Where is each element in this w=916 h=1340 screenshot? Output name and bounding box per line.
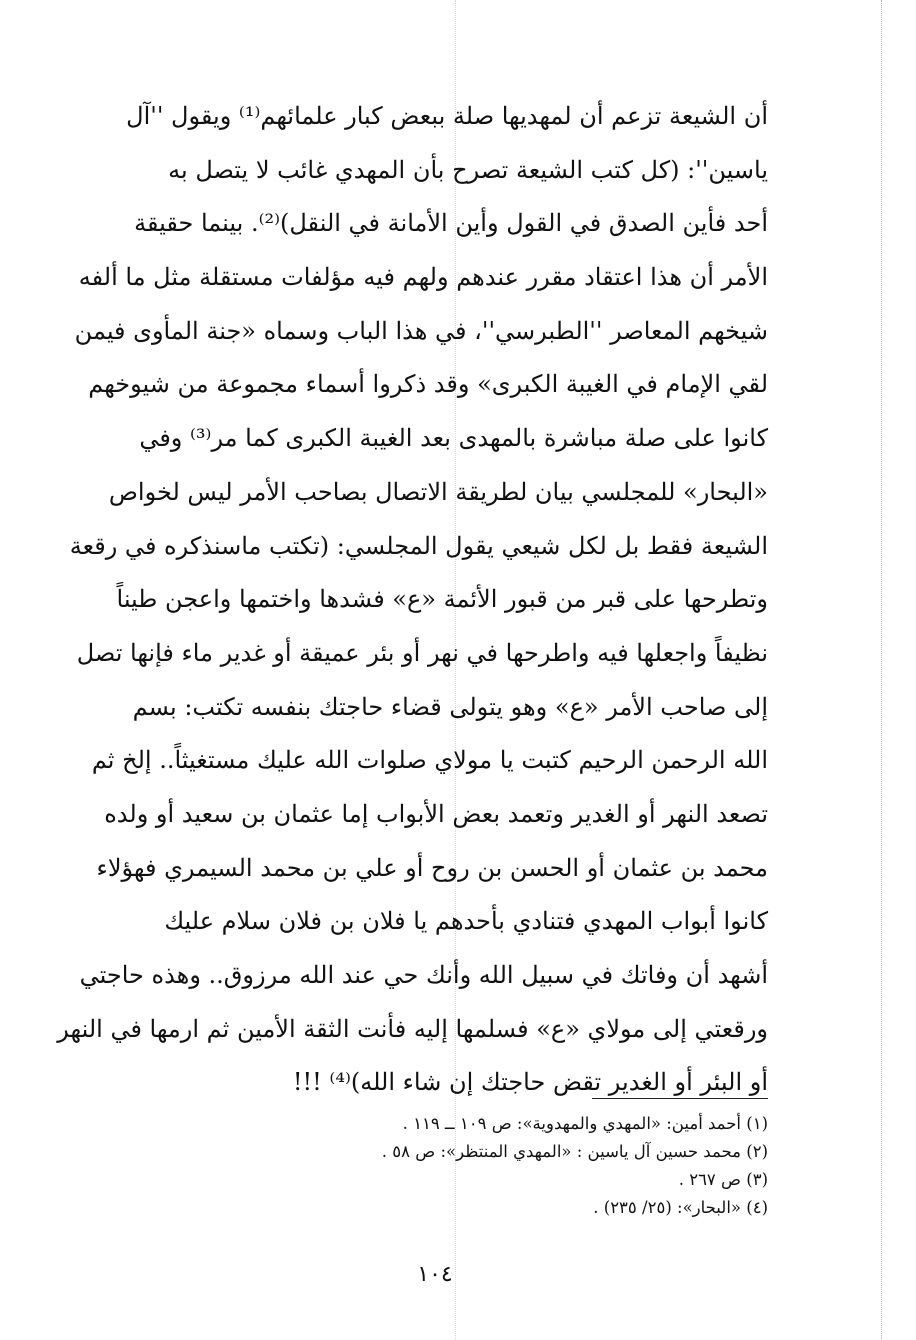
body-line: أحد فأين الصدق في القول وأين الأمانة في النقل)⁽²⁾. بينما حقيقة [134,209,768,238]
body-line: أن الشيعة تزعم أن لمهديها صلة ببعض كبار علمائهم⁽¹⁾ ويقول ''آل [126,102,768,130]
footnotes [90,1110,768,1222]
body-line: نظيفاً واجعلها فيه واطرحها في نهر أو بئر عميقة أو غدير ماء فإنها تصل [76,638,768,667]
footnote-1: (١) أحمد أمين: «المهدي والمهدوية»: ص ١٠٩ ــ ١١٩ . [402,1114,768,1133]
body-line: الله الرحمن الرحيم كتبت يا مولاي صلوات الله عليك مستغيثاً.. إلخ ثم [91,746,768,775]
page-number: ١٠٤ [417,1262,453,1287]
body-text [57,90,768,1110]
body-line: الشيعة فقط بل لكل شيعي يقول المجلسي: (تكتب ماسنذكره في رقعة [69,531,768,560]
footnote-3: (٣) ص ٢٦٧ . [678,1170,768,1189]
body-line: شيخهم المعاصر ''الطبرسي''، في هذا الباب وسماه «جنة المأوى فيمن [74,316,768,345]
body-line: وتطرحها على قبر من قبور الأئمة «ع» فشدها واختمها واعجن طيناً [116,585,768,614]
body-line: ياسين'': (كل كتب الشيعة تصرح بأن المهدي غائب لا يتصل به [168,155,768,184]
scan-edge-line [881,0,882,1340]
body-line: كانوا أبواب المهدي فتنادي بأحدهم يا فلان بن فلان سلام عليك [164,907,768,936]
footnote-4: (٤) «البحار»: (٢٥/ ٢٣٥) . [593,1198,768,1217]
body-line: أو البئر أو الغدير تقض حاجتك إن شاء الله)⁽⁴⁾ !!! [292,1068,768,1097]
body-line: كانوا على صلة مباشرة بالمهدى بعد الغيبة الكبرى كما مر⁽³⁾ وفي [139,424,768,453]
body-line: تصعد النهر أو الغدير وتعمد بعض الأبواب إما عثمان بن سعيد أو ولده [104,799,768,828]
body-line: الأمر أن هذا اعتقاد مقرر عندهم ولهم فيه مؤلفات مستقلة مثل ما ألفه [78,263,768,292]
body-line: محمد بن عثمان أو الحسن بن روح أو علي بن محمد السيمري فهؤلاء [96,853,768,882]
footnote-2: (٢) محمد حسين آل ياسين : «المهدي المنتظر»: ص ٥٨ . [381,1142,768,1161]
body-line: لقي الإمام في الغيبة الكبرى» وقد ذكروا أسماء مجموعة من شيوخهم [88,370,768,399]
body-line: أشهد أن وفاتك في سبيل الله وأنك حي عند الله مرزوق.. وهذه حاجتي [79,961,768,989]
footnote-divider [592,1098,768,1099]
body-line: إلى صاحب الأمر «ع» وهو يتولى قضاء حاجتك بنفسه تكتب: بسم [132,692,768,721]
body-line: «البحار» للمجلسي بيان لطريقة الاتصال بصاحب الأمر ليس لخواص [108,477,768,506]
body-line: ورقعتي إلى مولاي «ع» فسلمها إليه فأنت الثقة الأمين ثم ارمها في النهر [57,1014,768,1043]
